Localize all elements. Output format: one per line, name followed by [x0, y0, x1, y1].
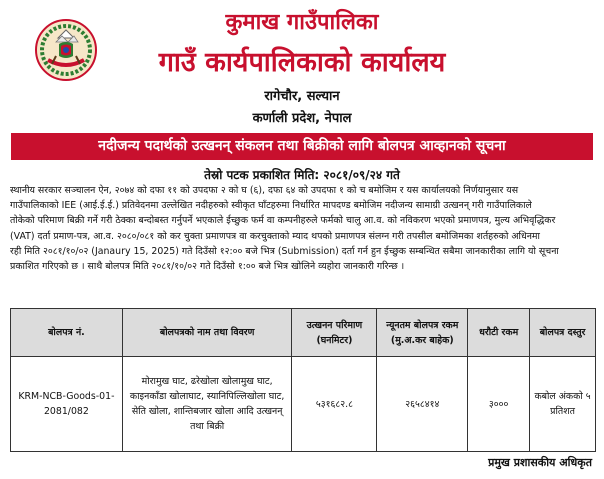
- cell-quantity: ५३१६८२.८: [292, 357, 377, 452]
- col-header-quantity: उत्खनन परिमाण (घनमिटर): [292, 309, 377, 357]
- table-header-row: [11, 309, 596, 357]
- bid-table: [10, 308, 596, 452]
- signature-title: प्रमुख प्रशासकीय अधिकृत: [488, 456, 592, 469]
- cell-bid-no: KRM-NCB-Goods-01-2081/082: [11, 357, 123, 452]
- cell-min-amount: २६५८४१४: [377, 357, 468, 452]
- body-line: स्थानीय सरकार सञ्चालन ऐन, २०७४ को दफा ११ को उपदफा २ को घ (६), दफा ६४ को उपदफा १ को च बमोजिम र यस कार्यालयको निर्णयानुसार यस: [10, 185, 519, 196]
- body-line: तोकेको परिमाण बिक्री गर्ने गरी ठेक्का बन्दोबस्त गर्नुपर्ने भएकाले ईच्छुक फर्म वा कम्पनीहरुले फर्मको चालु आ.व. को नविकरण भएको प्रमाणपत्र, मुल्य अभिवृद्धिकर: [10, 215, 556, 227]
- col-header-min-amount: न्यूनतम बोलपत्र रकम (मु.अ.कर बाहेक): [377, 309, 468, 357]
- body-line: गाउँपालिकाको IEE (आई.ई.ई.) प्रतिवेदनमा उल्लेखित नदीहरुको स्वीकृत घाँटहरुमा निर्धारित मापदण्ड बमोजिम नदीजन्य सामाग्री उत्खनन् गरी गाउँपालिकाले: [10, 200, 532, 212]
- table-row: [11, 357, 596, 452]
- cell-deposit: ३०००: [468, 357, 530, 452]
- office-title: गाउँ कार्यपालिकाको कार्यालय: [158, 47, 446, 78]
- notice-banner: नदीजन्य पदार्थको उत्खनन् संकलन तथा बिक्रीको लागि बोलपत्र आव्हानको सूचना: [11, 133, 593, 160]
- col-header-description: बोलपत्रको नाम तथा विवरण: [122, 309, 292, 357]
- notice-body: [10, 183, 596, 274]
- body-line: (VAT) दर्ता प्रमाण-पत्र, आ.व. २०८०/०८१ को कर चुक्ता प्रमाणपत्र वा करचुक्ताको म्याद थपको प्रमाणपत्र संलग्न गरी तपसील बमोजिमका शर्तहरुको अधिनमा: [10, 230, 540, 242]
- cell-fee: कबोल अंकको ५ प्रतिशत: [530, 357, 596, 452]
- col-header-bid-no: बोलपत्र नं.: [11, 309, 123, 357]
- body-line: प्रकाशित गरिएको छ । साथै बोलपत्र मिति २०८१/१०/०२ गते दिउँसो १:०० बजे भित्र खोलिने व्यहोरा जानकारी गरिन्छ ।: [10, 261, 405, 273]
- col-header-deposit: धरौटी रकम: [468, 309, 530, 357]
- body-line: रही मिति २०८१/१०/०२ (Janaury 15, 2025) गते दिउँसो १२:०० बजे भित्र (Submission) दर्ता गर्न हुन ईच्छुक सम्बन्धित सबैमा जानकारीका लागि यो सूचना: [10, 245, 559, 257]
- publication-date: तेस्रो पटक प्रकाशित मिति: २०८१/०९/२४ गते: [204, 168, 400, 182]
- address-line-1: रागेचौर, सल्यान: [264, 89, 340, 104]
- col-header-fee: बोलपत्र दस्तुर: [530, 309, 596, 357]
- cell-description: मोरामुख घाट, ढरेखोला खोलामुख घाट, काइनकाँडा खोलाघाट, स्यानिपिल्लिखोला घाट, सेति खोला, शान्तिबजार खोला आदि उत्खनन् तथा बिक्री: [122, 357, 292, 452]
- address-line-2: कर्णाली प्रदेश, नेपाल: [252, 111, 352, 126]
- municipality-title: कुमाख गाउँपालिका: [225, 10, 379, 35]
